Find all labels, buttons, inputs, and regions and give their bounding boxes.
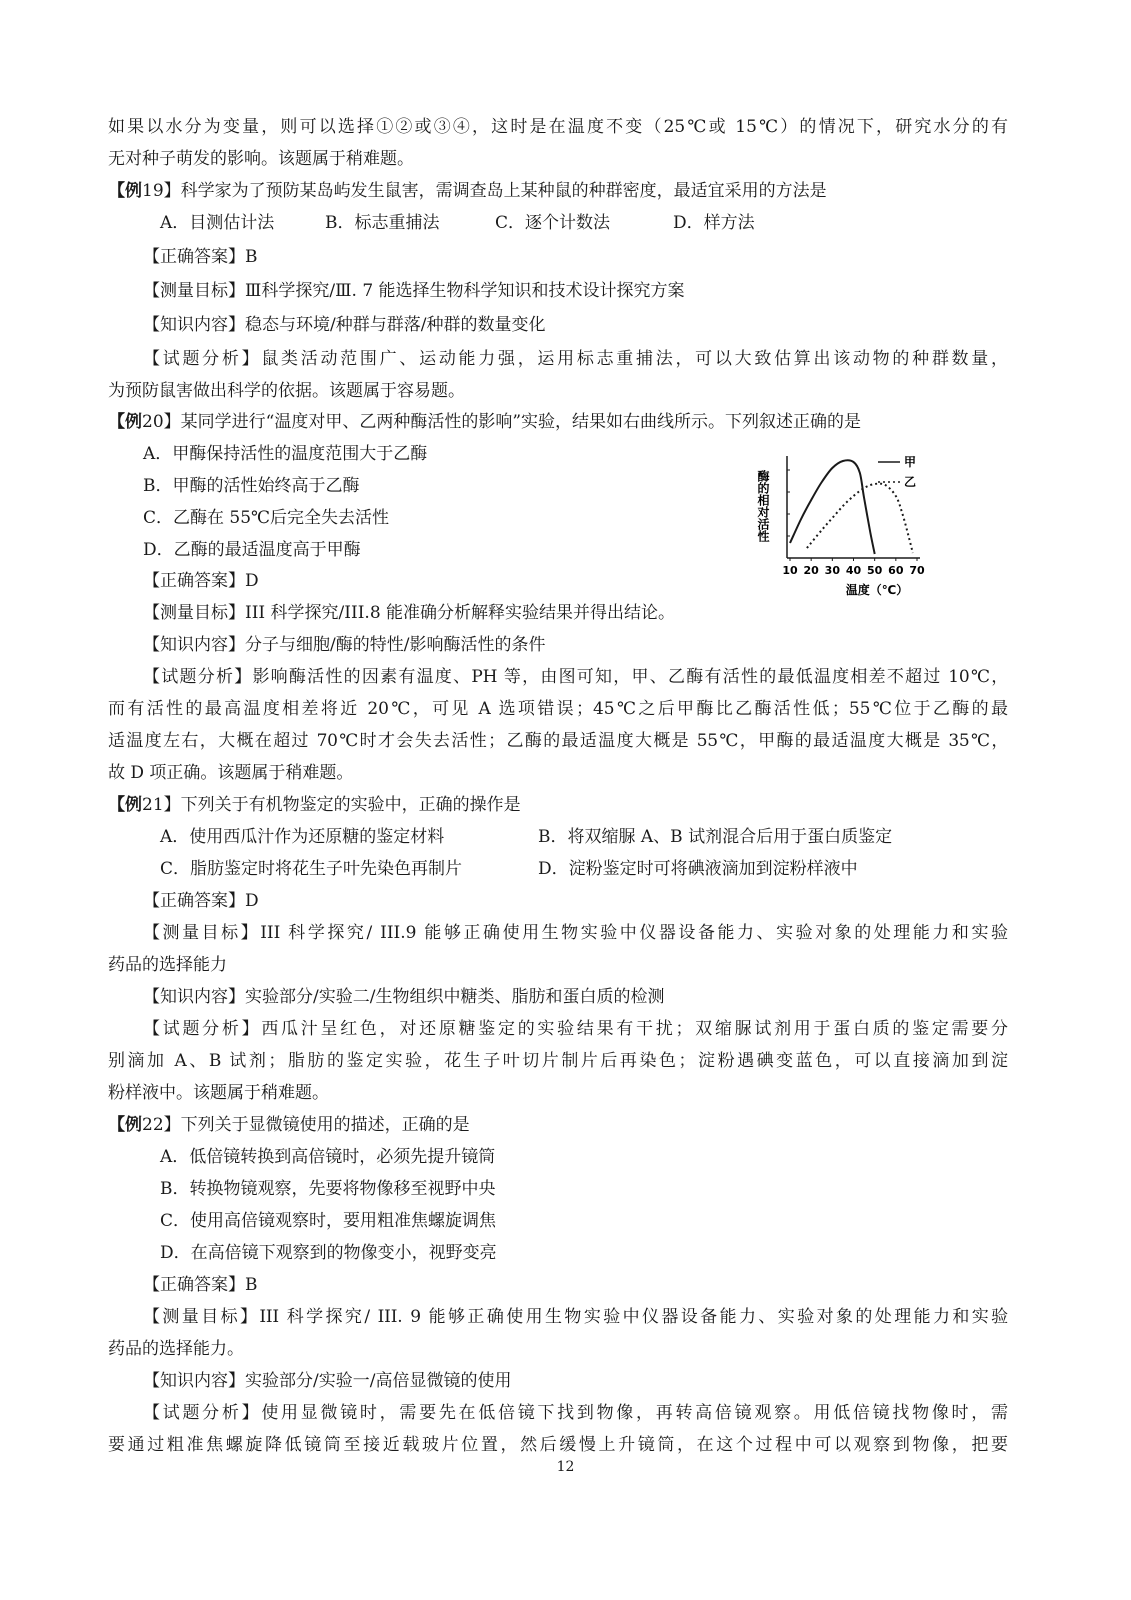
q20-target: 【测量目标】III 科学探究/III.8 能准确分析解释实验结果并得出结论。	[143, 603, 676, 623]
q20-stem-line	[108, 406, 861, 438]
q19-answer: 【正确答案】B	[143, 247, 258, 267]
q21-option-d: D．淀粉鉴定时可将碘液滴加到淀粉样液中	[538, 859, 858, 879]
q19-analysis-line-1: 【试题分析】鼠类活动范围广、运动能力强，运用标志重捕法，可以大致估算出该动物的种群数量，	[143, 349, 1008, 369]
q20-num: 20】	[142, 412, 181, 432]
q22-answer: 【正确答案】B	[143, 1275, 258, 1295]
q20-option-a: A．甲酶保持活性的温度范围大于乙酶	[143, 444, 428, 464]
q22-knowledge: 【知识内容】实验部分/实验一/高倍显微镜的使用	[143, 1371, 512, 1391]
q21-target-line-2: 药品的选择能力	[108, 955, 227, 975]
legend-jia-label: 甲	[904, 455, 917, 469]
x-tick-label: 60	[888, 564, 904, 577]
q21-option-b: B．将双缩脲 A、B 试剂混合后用于蛋白质鉴定	[538, 827, 893, 847]
enzyme-activity-chart	[752, 448, 942, 603]
page-number: 12	[556, 1459, 575, 1475]
q19-option-c: C．逐个计数法	[495, 213, 611, 233]
q20-option-c: C．乙酶在 55℃后完全失去活性	[143, 508, 390, 528]
q21-stem-line	[108, 789, 521, 821]
q22-stem: 下列关于显微镜使用的描述，正确的是	[180, 1115, 470, 1135]
q22-stem-line	[108, 1109, 470, 1141]
x-tick-label: 10	[782, 564, 798, 577]
q19-option-a: A．目测估计法	[160, 213, 275, 233]
legend-yi-label: 乙	[904, 475, 917, 489]
q21-num: 21】	[142, 795, 181, 815]
q20-analysis-line-4: 故 D 项正确。该题属于稍难题。	[108, 763, 354, 783]
q21-tag: 【例	[108, 795, 142, 815]
q20-analysis-line-3: 适温度左右，大概在超过 70℃时才会失去活性；乙酶的最适温度大概是 55℃，甲酶的最适温度大概是 35℃，	[108, 731, 1008, 751]
q20-option-b: B．甲酶的活性始终高于乙酶	[143, 476, 360, 496]
q22-option-d: D．在高倍镜下观察到的物像变小，视野变亮	[160, 1243, 497, 1263]
x-tick-label: 50	[867, 564, 883, 577]
q19-num: 19】	[142, 181, 181, 201]
series-jia-line	[790, 460, 875, 554]
q22-num: 22】	[142, 1115, 181, 1135]
q21-options-row-2	[160, 853, 858, 885]
q22-option-b: B．转换物镜观察，先要将物像移至视野中央	[160, 1179, 496, 1199]
x-tick-label: 40	[845, 564, 862, 577]
q19-option-d: D．样方法	[673, 213, 755, 233]
q22-analysis-line-1: 【试题分析】使用显微镜时，需要先在低倍镜下找到物像，再转高倍镜观察。用低倍镜找物像时，需	[143, 1403, 1008, 1423]
q22-target-line-1: 【测量目标】III 科学探究/ III. 9 能够正确使用生物实验中仪器设备能力、实验对象的处理能力和实验	[143, 1307, 1008, 1327]
q22-option-c: C．使用高倍镜观察时，要用粗准焦螺旋调焦	[160, 1211, 497, 1231]
q20-tag: 【例	[108, 412, 142, 432]
series-yi-line	[807, 484, 913, 553]
q21-options-row-1	[160, 821, 892, 853]
q21-stem: 下列关于有机物鉴定的实验中，正确的操作是	[180, 795, 521, 815]
q19-stem-line	[108, 175, 827, 207]
q19-option-b: B．标志重捕法	[325, 213, 440, 233]
q20-option-d: D．乙酶的最适温度高于甲酶	[143, 540, 361, 560]
intro-line-2: 无对种子萌发的影响。该题属于稍难题。	[108, 149, 414, 169]
y-axis-label: 酶的相对活性	[756, 470, 770, 542]
q19-knowledge: 【知识内容】稳态与环境/种群与群落/种群的数量变化	[143, 315, 546, 335]
q20-answer: 【正确答案】D	[143, 571, 259, 591]
x-tick-label: 30	[824, 564, 840, 577]
x-tick-label: 20	[803, 564, 819, 577]
q21-option-c: C．脂肪鉴定时将花生子叶先染色再制片	[160, 859, 463, 879]
q20-analysis-line-2: 而有活性的最高温度相差将近 20℃，可见 A 选项错误；45℃之后甲酶比乙酶活性低；55℃位于乙酶的最	[108, 699, 1008, 719]
q19-tag: 【例	[108, 181, 142, 201]
q21-analysis-line-1: 【试题分析】西瓜汁呈红色，对还原糖鉴定的实验结果有干扰；双缩脲试剂用于蛋白质的鉴定需要分	[143, 1019, 1008, 1039]
q21-analysis-line-3: 粉样液中。该题属于稍难题。	[108, 1083, 329, 1103]
q21-target-line-1: 【测量目标】III 科学探究/ III.9 能够正确使用生物实验中仪器设备能力、实验对象的处理能力和实验	[143, 923, 1008, 943]
x-tick-label: 70	[909, 564, 925, 577]
q19-analysis-line-2: 为预防鼠害做出科学的依据。该题属于容易题。	[108, 381, 465, 401]
q19-options	[160, 207, 755, 239]
q21-answer: 【正确答案】D	[143, 891, 259, 911]
q22-option-a: A．低倍镜转换到高倍镜时，必须先提升镜筒	[160, 1147, 496, 1167]
q22-analysis-line-2: 要通过粗准焦螺旋降低镜筒至接近载玻片位置，然后缓慢上升镜筒，在这个过程中可以观察到物像，把要	[108, 1435, 1008, 1455]
q19-stem: 科学家为了预防某岛屿发生鼠害，需调查岛上某种鼠的种群密度，最适宜采用的方法是	[180, 181, 827, 201]
q21-analysis-line-2: 别滴加 A、B 试剂；脂肪的鉴定实验，花生子叶切片制片后再染色；淀粉遇碘变蓝色，可以直接滴加到淀	[108, 1051, 1008, 1071]
intro-line-1: 如果以水分为变量，则可以选择①②或③④，这时是在温度不变（25℃或 15℃）的情况下，研究水分的有	[108, 117, 1008, 137]
x-axis-label: 温度（℃）	[845, 583, 909, 597]
q22-target-line-2: 药品的选择能力。	[108, 1339, 244, 1359]
q19-target: 【测量目标】Ⅲ科学探究/Ⅲ. 7 能选择生物科学知识和技术设计探究方案	[143, 281, 685, 301]
q22-tag: 【例	[108, 1115, 142, 1135]
x-tick-labels	[782, 564, 925, 577]
q20-analysis-line-1: 【试题分析】影响酶活性的因素有温度、PH 等，由图可知，甲、乙酶有活性的最低温度相差不超过 10℃，	[143, 667, 1008, 687]
q20-stem: 某同学进行“温度对甲、乙两种酶活性的影响”实验，结果如右曲线所示。下列叙述正确的是	[180, 412, 862, 432]
q21-option-a: A．使用西瓜汁作为还原糖的鉴定材料	[160, 827, 445, 847]
q20-knowledge: 【知识内容】分子与细胞/酶的特性/影响酶活性的条件	[143, 635, 546, 655]
q21-knowledge: 【知识内容】实验部分/实验二/生物组织中糖类、脂肪和蛋白质的检测	[143, 987, 665, 1007]
